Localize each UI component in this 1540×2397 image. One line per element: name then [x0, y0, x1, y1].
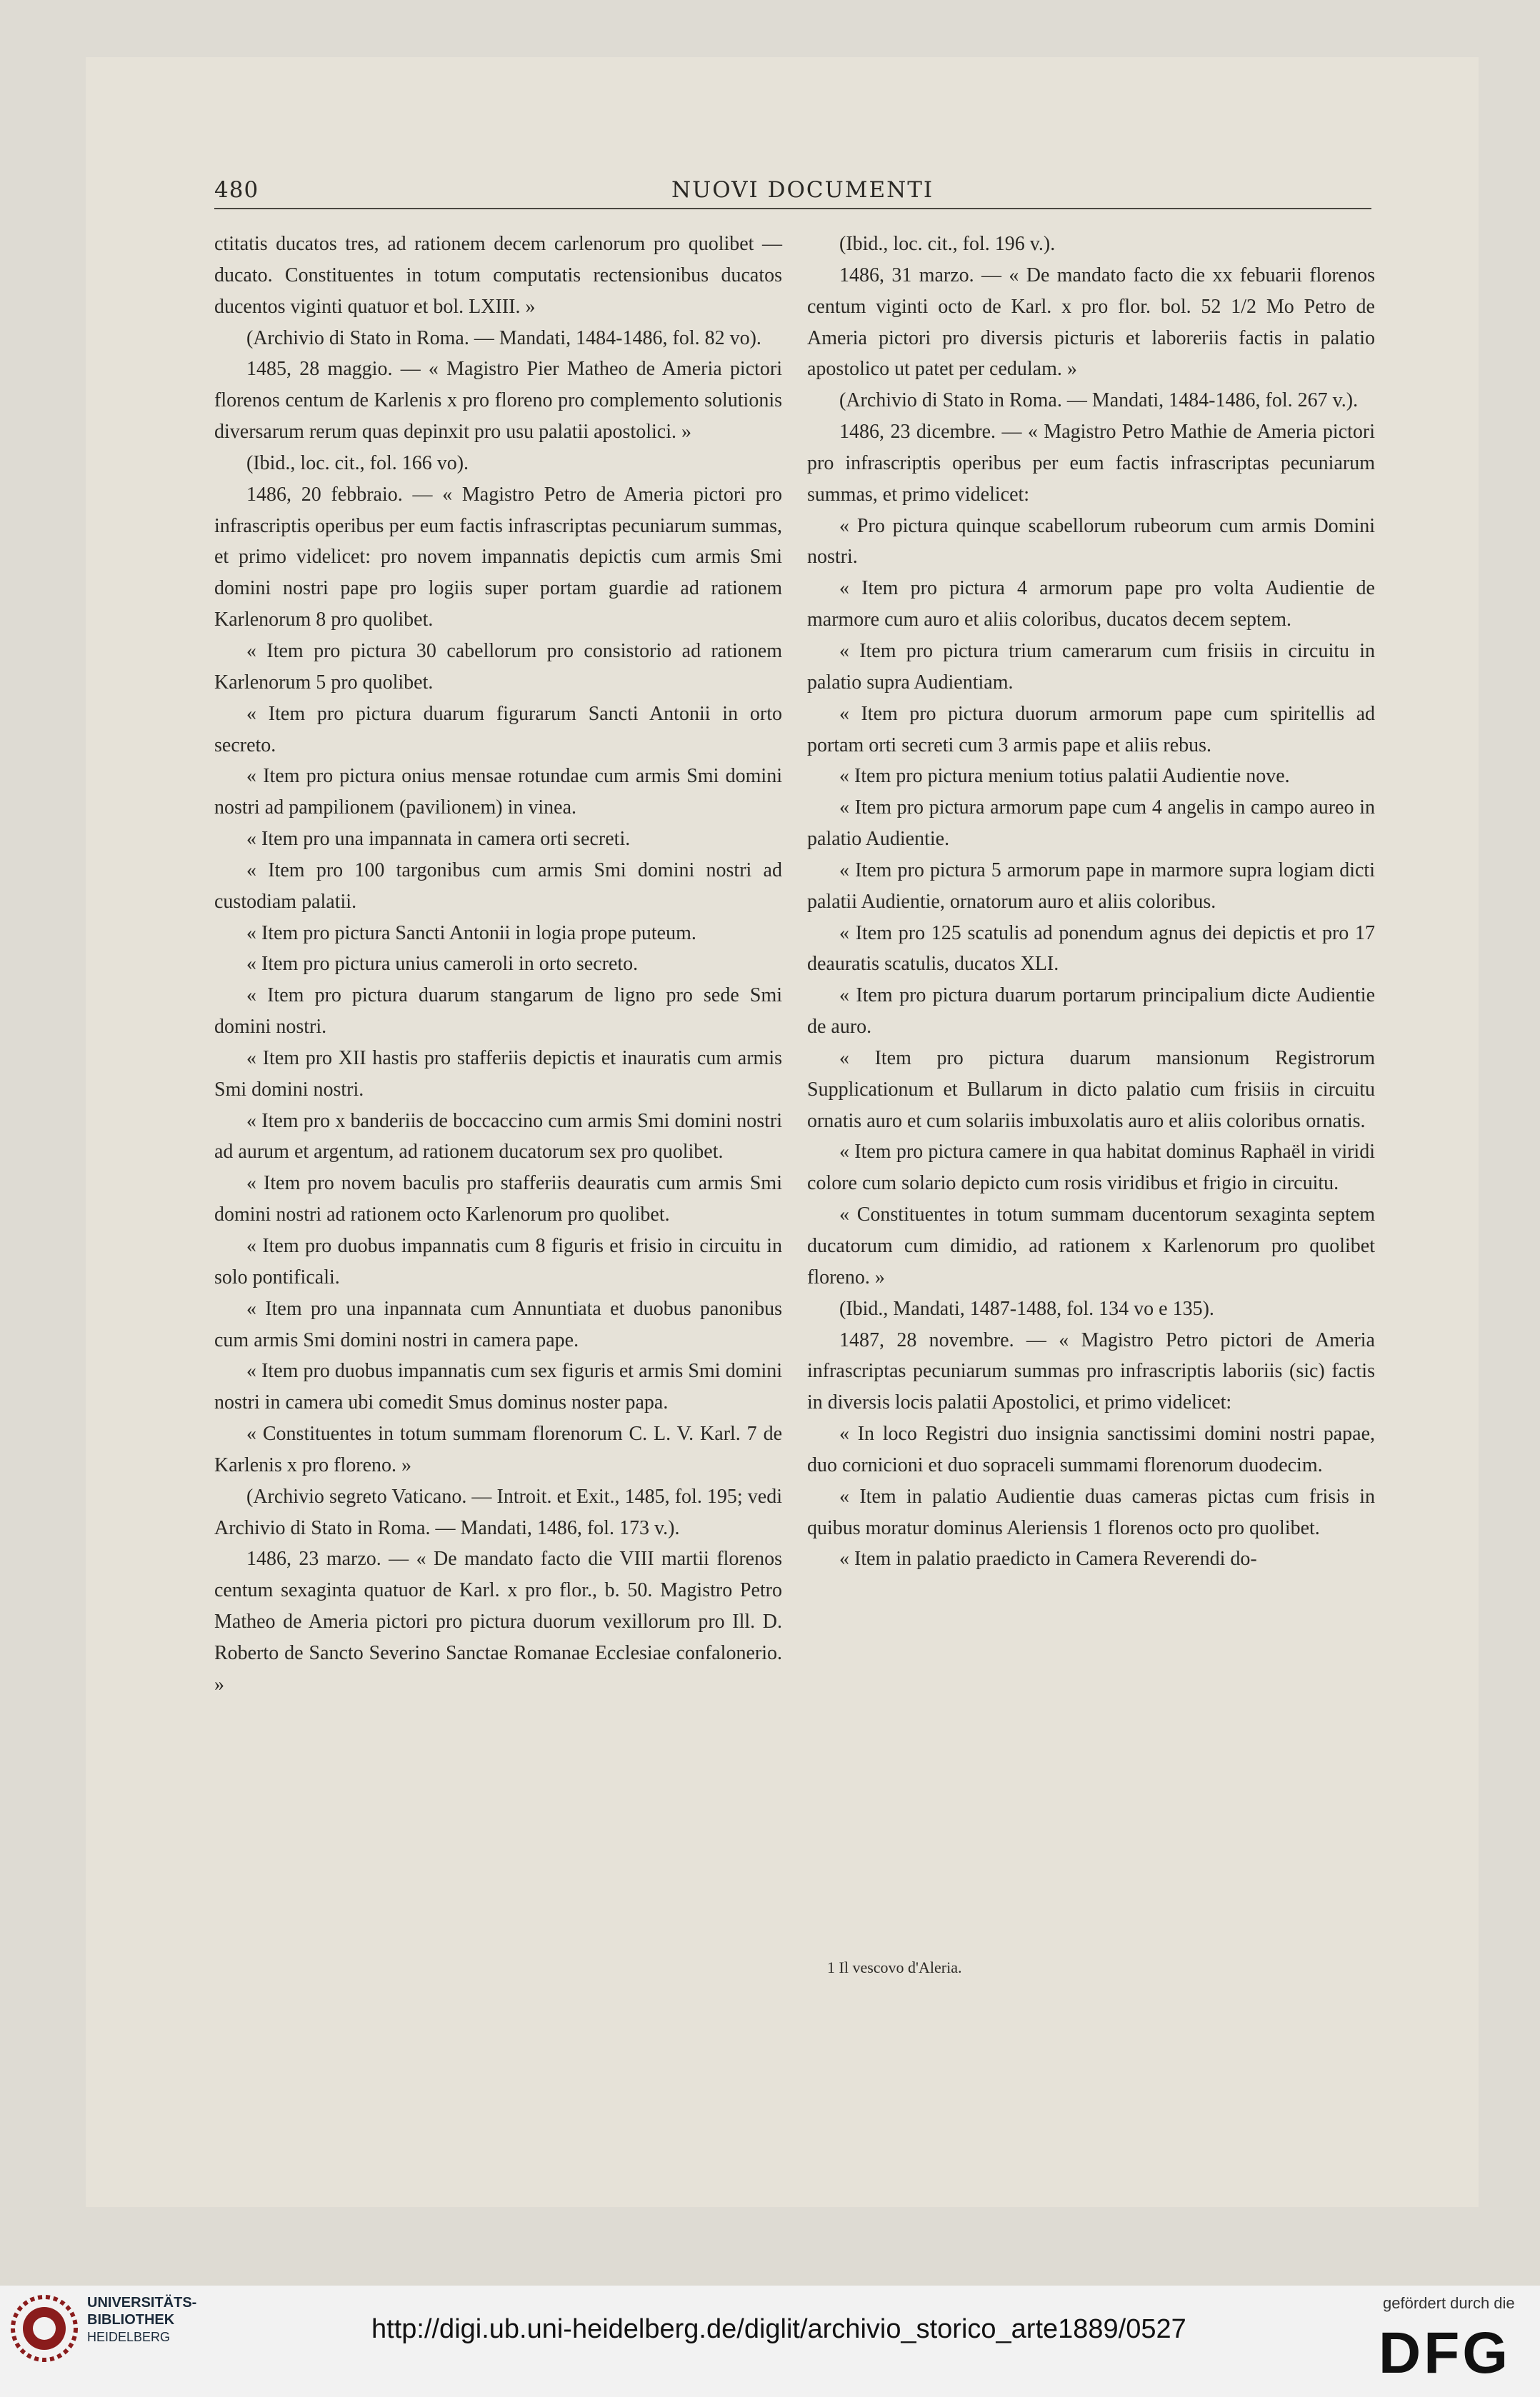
paragraph: (Ibid., loc. cit., fol. 196 v.).	[839, 233, 1056, 255]
funding-caption: gefördert durch die	[1383, 2294, 1515, 2312]
page-number: 480	[214, 177, 259, 203]
paragraph: (Archivio segreto Vaticano. — Introit. et Exit., 1485, fol. 195; vedi Archivio di Stato in Roma. — Mandati, 1486, fol. 173 v.).	[214, 1485, 782, 1539]
paragraph: « Item pro pictura duorum armorum pape cum spiritellis ad portam orti secreti cum 3 armis pape et aliis rebus.	[807, 702, 1375, 756]
paragraph: (Archivio di Stato in Roma. — Mandati, 1484-1486, fol. 82 vo).	[246, 326, 761, 349]
paragraph: « Item in palatio Audientie duas cameras pictas cum frisis in quibus moratur dominus Aleriensis 1 florenos octo pro quolibet.	[807, 1485, 1375, 1539]
paragraph: « Item pro pictura trium camerarum cum frisiis in circuitu in palatio supra Audientiam.	[807, 639, 1375, 694]
paragraph: « Item in palatio praedicto in Camera Reverendi do-	[839, 1548, 1257, 1571]
running-title: NUOVI DOCUMENTI	[671, 177, 934, 203]
university-seal-icon	[9, 2293, 80, 2364]
university-library-name	[87, 2294, 196, 2346]
paragraph: « Item pro pictura 30 cabellorum pro consistorio ad rationem Karlenorum 5 pro quolibet.	[214, 639, 782, 694]
institution-line: BIBLIOTHEK	[87, 2312, 175, 2328]
paragraph: 1485, 28 maggio. — « Magistro Pier Matheo de Ameria pictori florenos centum de Karlenis x pro floreno pro complemento solutionis diversarum rerum quas depinxit pro usu palatii apostolici. »	[214, 358, 782, 444]
paragraph: « Item pro duobus impannatis cum 8 figuris et frisio in circuitu in solo pontificali.	[214, 1235, 782, 1288]
paragraph: « Item pro una inpannata cum Annuntiata et duobus panonibus cum armis Smi domini nostri in camera pape.	[214, 1297, 782, 1351]
paragraph: « Item pro pictura duarum portarum principalium dicte Audientie de auro.	[807, 984, 1375, 1039]
paragraph: « In loco Registri duo insignia sanctissimi domini nostri papae, duo cornicioni et duo sopraceli summami florenorum duodecim.	[807, 1423, 1375, 1476]
paragraph: « Pro pictura quinque scabellorum rubeorum cum armis Domini nostri.	[807, 514, 1375, 569]
left-column	[214, 229, 782, 1701]
paragraph: « Item pro pictura 5 armorum pape in marmore supra logiam dicti palatii Audientie, ornatorum auro et aliis coloribus.	[807, 859, 1375, 913]
paragraph: 1486, 23 dicembre. — « Magistro Petro Mathie de Ameria pictori pro infrascriptis operibus per eum factis infrascriptas pecuniarum summas, et primo videlicet:	[807, 421, 1375, 506]
header-rule	[214, 208, 1371, 209]
paragraph: « Item pro pictura armorum pape cum 4 angelis in campo aureo in palatio Audientie.	[807, 796, 1375, 851]
paragraph: « Item pro novem baculis pro stafferiis deauratis cum armis Smi domini nostri ad rationem octo Karlenorum pro quolibet.	[214, 1172, 782, 1226]
paragraph: « Item pro 100 targonibus cum armis Smi domini nostri ad custodiam palatii.	[214, 859, 782, 913]
paragraph: « Item pro 125 scatulis ad ponendum agnus dei depictis et pro 17 deauratis scatulis, ducatos XLI.	[807, 921, 1375, 976]
dfg-logo: DFG	[1379, 2321, 1511, 2386]
paragraph: « Item pro XII hastis pro stafferiis depictis et inauratis cum armis Smi domini nostri.	[214, 1046, 782, 1101]
paragraph: « Item pro pictura Sancti Antonii in logia prope puteum.	[246, 921, 696, 944]
right-column	[807, 229, 1375, 1575]
paragraph: « Item pro pictura 4 armorum pape pro volta Audientie de marmore cum auro et aliis coloribus, ducatos decem septem.	[807, 577, 1375, 631]
paragraph: « Item pro pictura unius cameroli in orto secreto.	[246, 953, 639, 976]
paragraph: 1487, 28 novembre. — « Magistro Petro pictori de Ameria infrascriptas pecuniarum summas pro infrascriptis laboriis (sic) factis in diversis locis palatii Apostolici, et primo videlicet:	[807, 1328, 1375, 1414]
paragraph: 1486, 23 marzo. — « De mandato facto die VIII martii florenos centum sexaginta quatuor de Karl. x pro flor., b. 50. Magistro Petro Matheo de Ameria pictori pro pictura duorum vexillorum pro Ill. D. Roberto de Sancto Severino Sanctae Romanae Ecclesiae confalonerio. »	[214, 1548, 782, 1696]
paragraph: « Item pro pictura duarum mansionum Registrorum Supplicationum et Bullarum in dicto palatio cum frisiis in circuitu ornatis auro et cum solariis imbuxolatis auro et aliis coloribus ornatis.	[807, 1046, 1375, 1132]
paragraph: (Ibid., Mandati, 1487-1488, fol. 134 vo e 135).	[839, 1297, 1214, 1320]
paragraph: « Item pro pictura onius mensae rotundae cum armis Smi domini nostri ad pampilionem (pavilionem) in vinea.	[214, 765, 782, 819]
paragraph: « Item pro pictura camere in qua habitat dominus Raphaël in viridi colore cum solario depicto cum rosis viridibus et frigio in circuitu.	[807, 1141, 1375, 1195]
paragraph: ctitatis ducatos tres, ad rationem decem carlenorum pro quolibet — ducato. Constituentes in totum computatis rectensionibus ducatos ducentos viginti quatuor et bol. LXIII. »	[214, 233, 782, 318]
paragraph: « Item pro una impannata in camera orti secreti.	[246, 828, 631, 851]
paragraph: « Item pro pictura duarum stangarum de ligno pro sede Smi domini nostri.	[214, 984, 782, 1039]
institution-line: HEIDELBERG	[87, 2330, 171, 2344]
running-header	[214, 177, 1371, 206]
paragraph: « Item pro pictura duarum figurarum Sancti Antonii in orto secreto.	[214, 702, 782, 756]
paragraph: 1486, 20 febbraio. — « Magistro Petro de Ameria pictori pro infrascriptis operibus per eum factis infrascriptas pecuniarum summas, et primo videlicet: pro novem impannatis depictis cum armis Smi domini nostri pape pro logiis super portam guardie ad rationem Karlenorum 8 pro quolibet.	[214, 483, 782, 631]
footnote: 1 Il vescovo d'Aleria.	[827, 1958, 962, 1976]
paragraph: « Item pro x banderiis de boccaccino cum armis Smi domini nostri ad aurum et argentum, ad rationem ducatorum sex pro quolibet.	[214, 1109, 782, 1164]
paragraph: 1486, 31 marzo. — « De mandato facto die xx febuarii florenos centum viginti octo de Karl. x pro flor. bol. 52 1/2 Mo Petro de Ameria pictori pro diversis picturis et laboreriis factis in palatio apostolico ut patet per cedulam. »	[807, 264, 1375, 381]
paragraph: « Item pro duobus impannatis cum sex figuris et armis Smi domini nostri in camera ubi comedit Smus dominus noster papa.	[214, 1360, 782, 1414]
institution-line: UNIVERSITÄTS-	[87, 2295, 197, 2311]
paragraph: « Constituentes in totum summam florenorum C. L. V. Karl. 7 de Karlenis x pro floreno. »	[214, 1423, 782, 1476]
paragraph: « Constituentes in totum summam ducentorum sexaginta septem ducatorum cum dimidio, ad rationem x Karlenorum pro quolibet floreno. »	[807, 1203, 1375, 1288]
permalink-url[interactable]: http://digi.ub.uni-heidelberg.de/diglit/archivio_storico_arte1889/0527	[371, 2314, 1186, 2344]
paragraph: « Item pro pictura menium totius palatii Audientie nove.	[839, 765, 1290, 788]
paragraph: (Archivio di Stato in Roma. — Mandati, 1484-1486, fol. 267 v.).	[839, 389, 1359, 412]
paragraph: (Ibid., loc. cit., fol. 166 vo).	[246, 451, 469, 474]
